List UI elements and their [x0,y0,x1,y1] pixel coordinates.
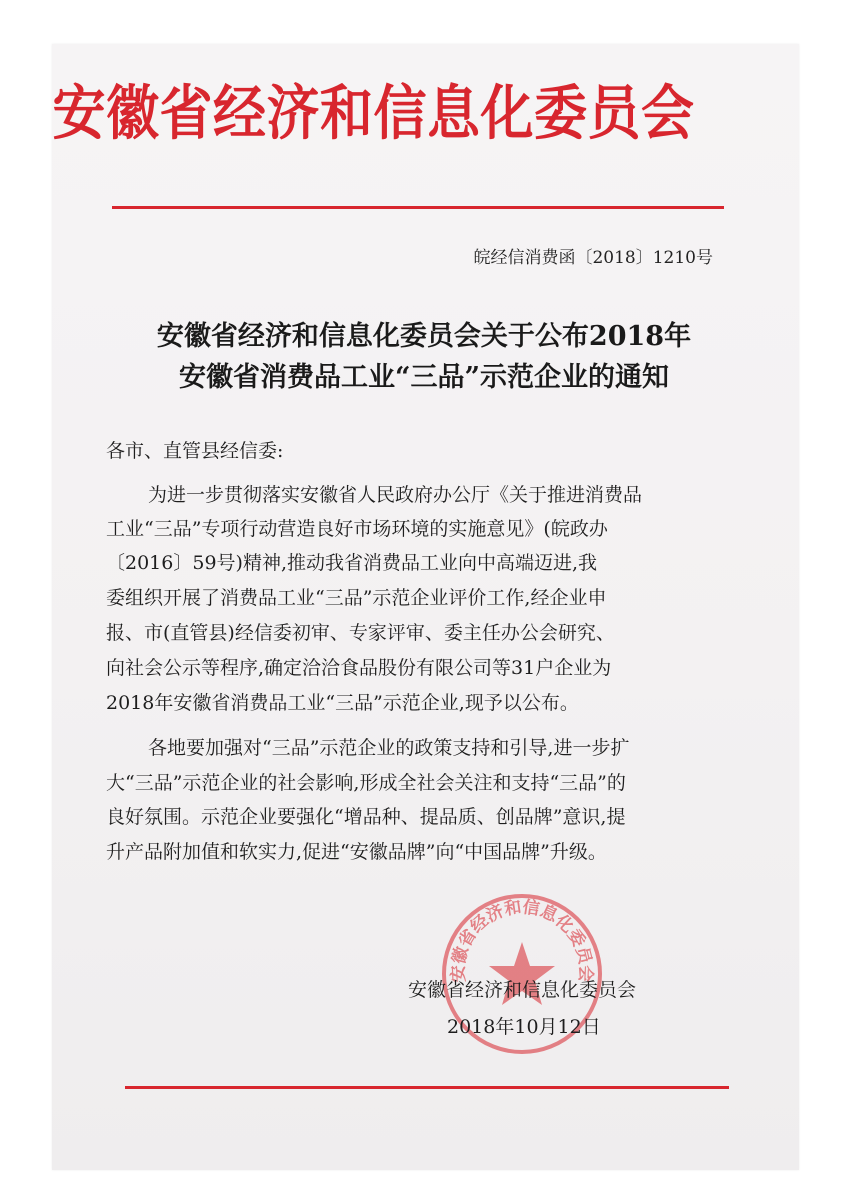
body-paragraph-2-line: 大“三品”示范企业的社会影响,形成全社会关注和支持“三品”的 [106,772,626,794]
masthead-red-rule [112,206,724,209]
footer-red-rule [125,1086,729,1089]
masthead-title: 安徽省经济和信息化委员会 [52,78,695,148]
body-paragraph-1-line: 工业“三品”专项行动营造良好市场环境的实施意见》(皖政办 [106,518,608,540]
body-paragraph-1-line: 〔2016〕59号)精神,推动我省消费品工业向中高端迈进,我 [106,552,598,574]
body-paragraph-1-line: 向社会公示等程序,确定洽洽食品股份有限公司等31户企业为 [106,657,612,679]
body-paragraph-2-line: 良好氛围。示范企业要强化“增品种、提品质、创品牌”意识,提 [106,806,626,828]
body-paragraph-1-line: 2018年安徽省消费品工业“三品”示范企业,现予以公布。 [106,692,579,714]
notice-title-line-1: 安徽省经济和信息化委员会关于公布2018年 [156,321,692,352]
signing-organization: 安徽省经济和信息化委员会 [408,979,637,1001]
signing-date: 2018年10月12日 [447,1016,601,1038]
document-number: 皖经信消费函〔2018〕1210号 [473,248,713,268]
body-paragraph-1-line: 委组织开展了消费品工业“三品”示范企业评价工作,经企业申 [106,587,607,609]
body-paragraph-2-line: 升产品附加值和软实力,促进“安徽品牌”向“中国品牌”升级。 [106,841,607,863]
body-paragraph-1-line: 为进一步贯彻落实安徽省人民政府办公厅《关于推进消费品 [148,484,643,506]
seal-text: 安徽省经济和信息化委员会 [448,897,596,983]
salutation: 各市、直管县经信委: [106,440,284,462]
body-paragraph-2-line: 各地要加强对“三品”示范企业的政策支持和引导,进一步扩 [148,737,630,759]
body-paragraph-1-line: 报、市(直管县)经信委初审、专家评审、委主任办公会研究、 [106,622,615,644]
notice-title-line-2: 安徽省消费品工业“三品”示范企业的通知 [178,362,670,393]
